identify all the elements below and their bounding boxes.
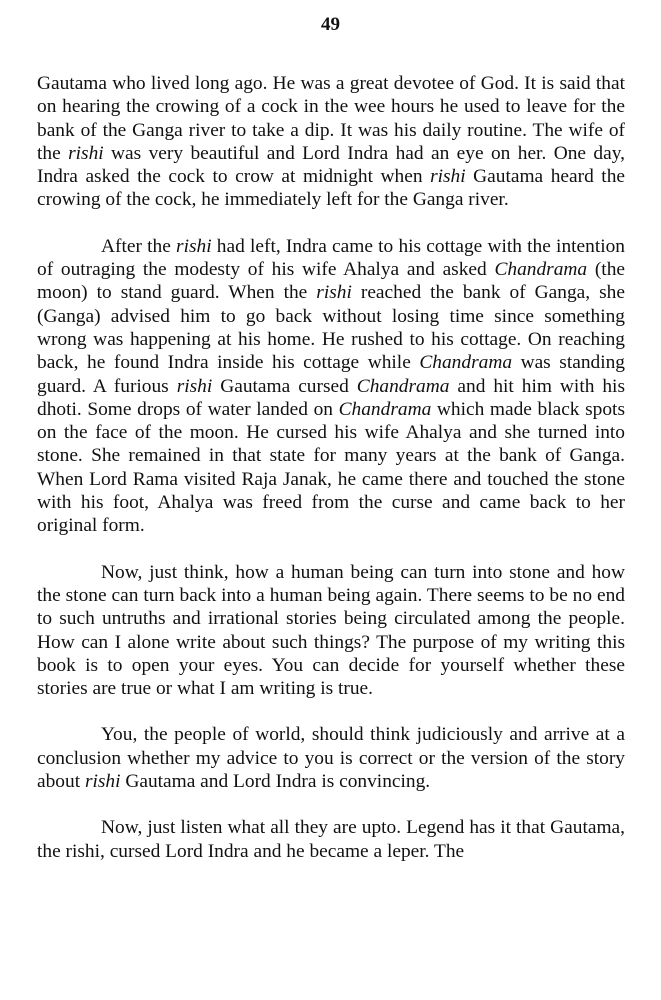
paragraph-4 — [37, 723, 625, 793]
body-text — [37, 72, 625, 863]
page-number: 49 — [321, 14, 340, 35]
italic-term: Chandrama — [356, 375, 450, 397]
text-run: You, the people of world, should think judiciously and arrive at a conclusion whether my advice to you is correct or the version of the story about — [37, 724, 625, 793]
text-run: had left, Indra came to his cottage with the intention of outraging the modesty of his wife Ahalya and asked — [37, 235, 625, 281]
italic-term: rishi — [68, 142, 104, 164]
text-run: Gautama cursed — [212, 375, 357, 397]
italic-term: rishi — [176, 235, 212, 257]
italic-term: rishi — [84, 771, 121, 793]
text-run: and hit him with his dhoti. Some drops of water landed on — [37, 375, 625, 420]
text-run: (the moon) to stand guard. When the — [37, 259, 625, 304]
italic-term: rishi — [430, 166, 466, 188]
text-run: Now, just think, how a human being can turn into stone and how the stone can turn back into a human being again. There seems to be no end to such untruths and irrational stories being circulated among the people. How can I alone write about such things? The purpose of my writing this book is to open your eyes. You can decide for yourself whether these stories are true or what I am writing is true. — [37, 561, 625, 700]
text-run: After the — [101, 235, 177, 257]
text-run: was standing guard. A furious — [37, 352, 625, 397]
italic-term: Chandrama — [494, 259, 588, 281]
italic-term: rishi — [316, 282, 352, 304]
italic-term: rishi — [176, 375, 213, 397]
text-run: Gautama who lived long ago. He was a great devotee of God. It is said that on hearing the crowing of a cock in the wee hours he used to leave for the bank of the Ganga river to take a dip. It was his daily routine. The wife of the — [37, 73, 625, 164]
text-run: was very beautiful and Lord Indra had an eye on her. One day, Indra asked the cock to crow at midnight when — [37, 142, 625, 188]
italic-term: Chandrama — [338, 398, 432, 420]
paragraph-3 — [37, 561, 625, 701]
text-run: Now, just listen what all they are upto. Legend has it that Gautama, the rishi, cursed Lord Indra and he became a leper. The — [37, 817, 625, 862]
paragraph-5 — [37, 816, 625, 863]
text-run: Gautama heard the crowing of the cock, he immediately left for the Ganga river. — [37, 166, 625, 211]
text-run: Gautama and Lord Indra is convincing. — [120, 771, 431, 793]
text-run: reached the bank of Ganga, she (Ganga) advised him to go back without losing time since something wrong was happening at his home. He rushed to his cottage. On reaching back, he found Indra inside his cottage while — [37, 282, 625, 374]
paragraph-2 — [37, 235, 625, 538]
paragraph-1 — [37, 72, 625, 212]
text-run: which made black spots on the face of the moon. He cursed his wife Ahalya and she turned into stone. She remained in that state for many years at the bank of Ganga. When Lord Rama visited Raja Janak, he came there and touched the stone with his foot, Ahalya was freed from the curse and came back to her original form. — [37, 398, 625, 537]
italic-term: Chandrama — [419, 352, 513, 374]
